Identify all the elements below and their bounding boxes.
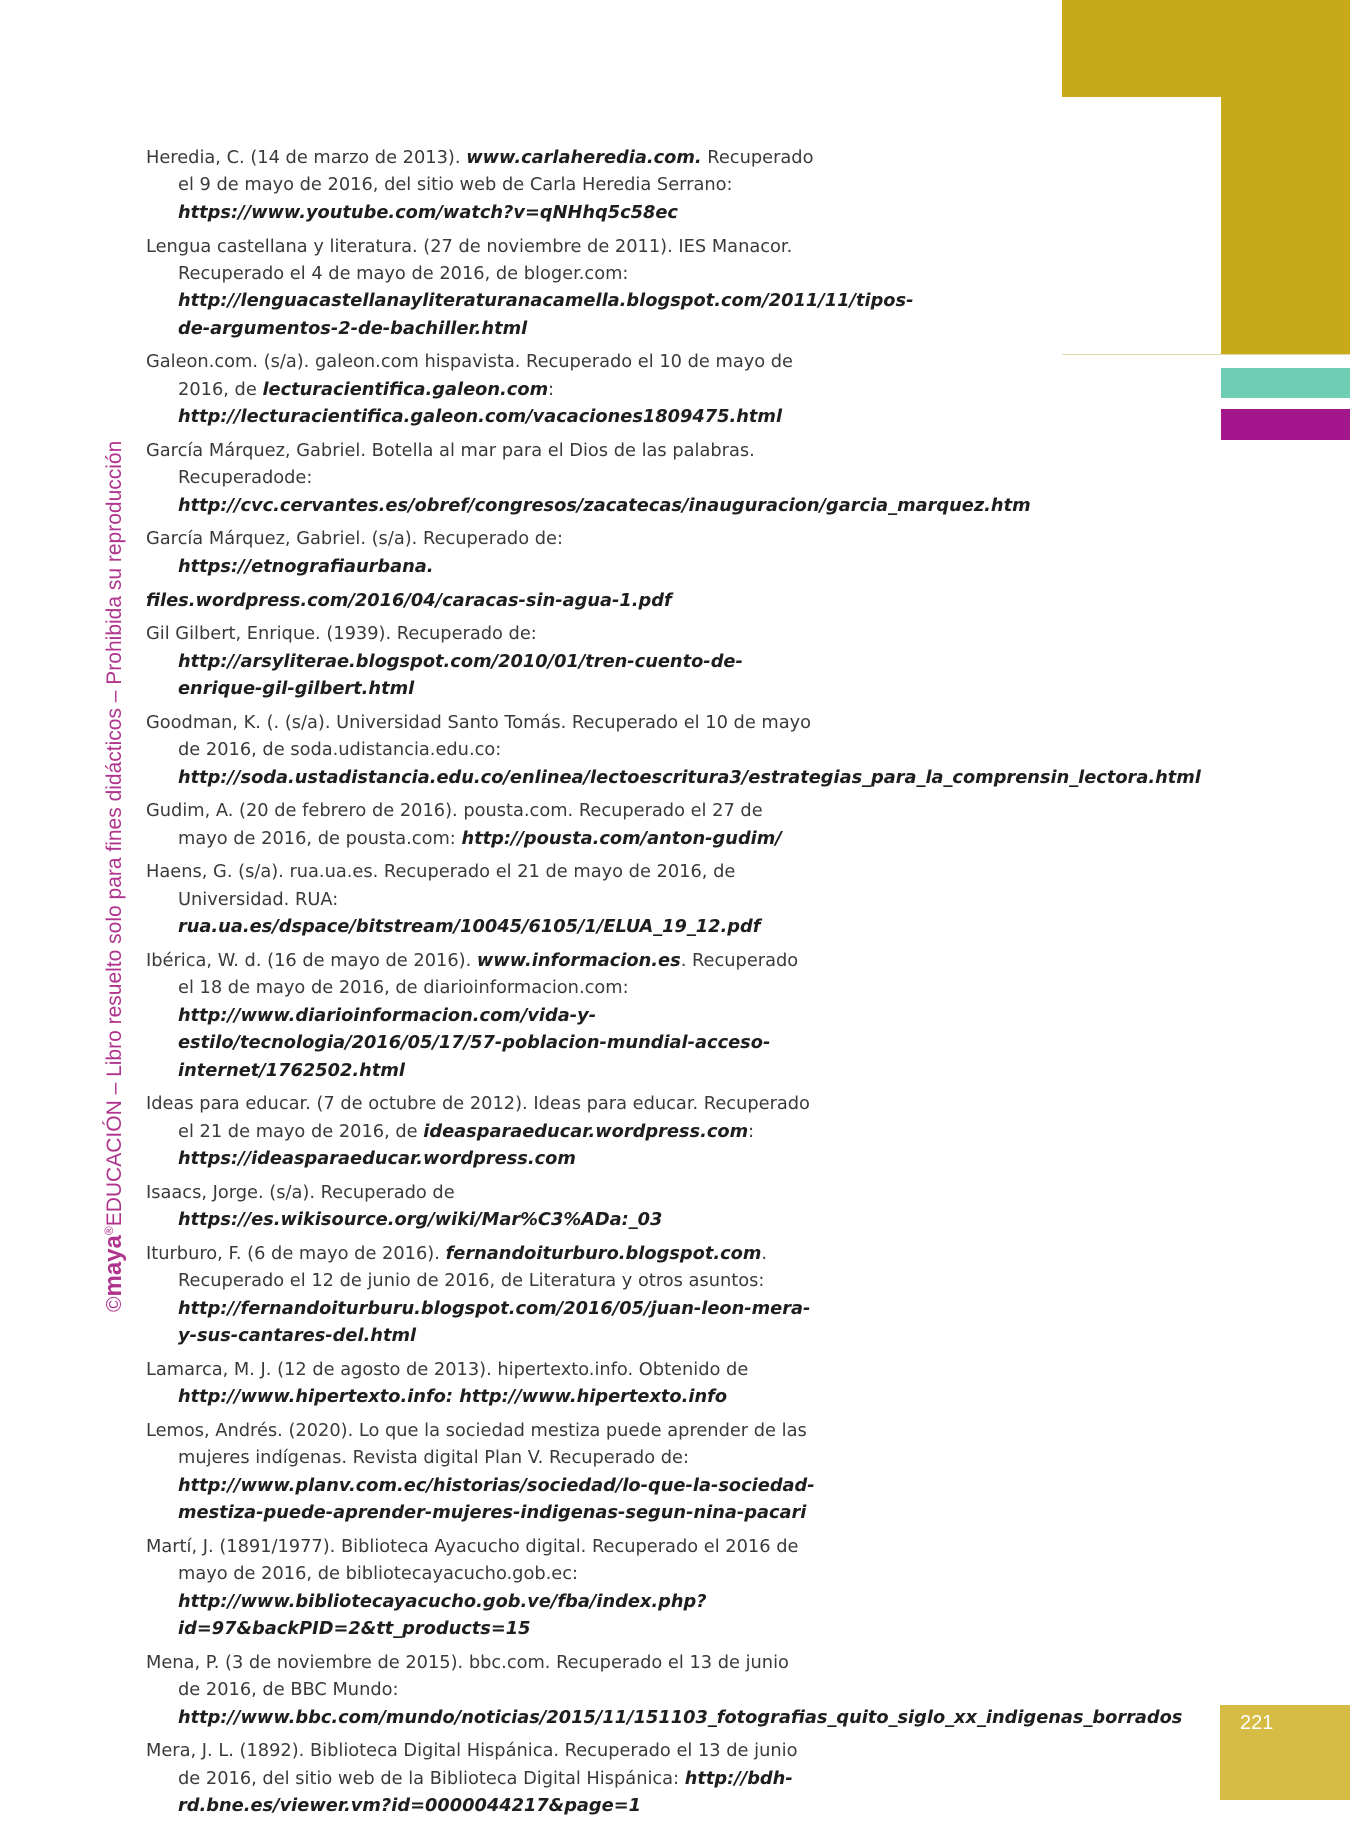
page-number: 221 [1240,1712,1274,1734]
reference-link-text: http://lenguacastellanayliteraturanacamella.blogspot.com/2011/11/tipos-de-argumentos-2-de-bachiller.html [178,290,914,339]
reference-entry [146,1090,816,1172]
reference-text: García Márquez, Gabriel. Botella al mar para el Dios de las palabras. Recuperadode: [146,439,755,489]
reference-link-text: files.wordpress.com/2016/04/caracas-sin-agua-1.pdf [146,589,672,611]
reference-entry [146,525,816,580]
reference-entry [146,144,816,226]
reference-text: Haens, G. (s/a). rua.ua.es. Recuperado el 21 de mayo de 2016, de Universidad. RUA: [146,861,736,910]
reference-text: Lamarca, M. J. (12 de agosto de 2013). hipertexto.info. Obtenido de [146,1358,749,1380]
reference-entry [146,1737,816,1819]
reference-entry [146,947,816,1084]
gold-side-column [1221,97,1350,355]
reference-link-text: http://www.planv.com.ec/historias/sociedad/lo-que-la-sociedad-mestiza-puede-aprender-mujeres-indigenas-segun-nina-pacari [178,1474,815,1524]
reference-text: . Recuperado el 18 de mayo de 2016, de diarioinformacion.com: [178,949,799,999]
divider-line [1062,354,1350,355]
reference-text: Ibérica, W. d. (16 de mayo de 2016). [146,949,477,971]
reference-link-text: www.informacion.es [476,949,681,971]
reference-link-text: lecturacientifica.galeon.com [262,378,549,400]
reference-text: Lengua castellana y literatura. (27 de noviembre de 2011). IES Manacor. Recuperado el 4 de mayo de 2016, de bloger.com: [146,235,793,284]
reference-text: Lemos, Andrés. (2020). Lo que la sociedad mestiza puede aprender de las mujeres indígenas. Revista digital Plan V. Recuperado de: [146,1419,807,1469]
reference-link-text: https://etnografiaurbana. [178,555,434,577]
reference-text: Recuperado el 9 de mayo de 2016, del sitio web de Carla Heredia Serrano: [178,147,814,196]
copyright-notice: EDUCACIÓN – Libro resuelto solo para fines didácticos – Prohibida su reproducción [103,440,126,1227]
gold-header-block [1062,0,1350,97]
reference-text: : [548,378,555,400]
brand-logo-text: maya [100,1235,127,1297]
reference-link-text: http://soda.ustadistancia.edu.co/enlinea/lectoescritura3/estrategias_para_la_comprensin_lectora.html [178,766,1201,788]
reference-entry [146,1356,816,1411]
reference-text: Mena, P. (3 de noviembre de 2015). bbc.com. Recuperado el 13 de junio de 2016, de BBC Mundo: [146,1651,789,1701]
reference-text: Galeon.com. (s/a). galeon.com hispavista. Recuperado el 10 de mayo de 2016, de [146,351,793,400]
copyright-side-text [100,441,128,1312]
reference-entry [146,587,816,614]
reference-entry [146,620,816,702]
reference-link-text: https://es.wikisource.org/wiki/Mar%C3%ADa:_03 [178,1209,663,1231]
reference-link-text: https://www.youtube.com/watch?v=qNHhq5c58ec [178,201,678,223]
registered-mark: ® [102,1226,116,1236]
reference-entry [146,233,914,343]
reference-link-text: http://www.hipertexto.info: http://www.hipertexto.info [178,1386,728,1408]
reference-link-text: http://www.bbc.com/mundo/noticias/2015/11/151103_fotografias_quito_siglo_xx_indigenas_borrados [178,1706,1183,1728]
copyright-symbol: © [103,1296,126,1312]
reference-text: . Recuperado el 12 de junio de 2016, de Literatura y otros asuntos: [178,1242,768,1292]
references-list [146,144,1201,1826]
reference-entry [146,797,816,852]
reference-text: Gudim, A. (20 de febrero de 2016). pousta.com. Recuperado el 27 de mayo de 2016, de pousta.com: [146,800,763,849]
magenta-stripe [1221,409,1350,440]
reference-entry [146,1240,816,1350]
reference-entry [146,348,816,430]
reference-link-text: http://fernandoiturburu.blogspot.com/2016/05/juan-leon-mera-y-sus-cantares-del.html [178,1297,811,1347]
reference-link-text: www.carlaheredia.com. [466,147,702,168]
reference-text: Gil Gilbert, Enrique. (1939). Recuperado de: [146,623,537,645]
reference-text: Isaacs, Jorge. (s/a). Recuperado de [146,1181,455,1203]
reference-link-text: http://cvc.cervantes.es/obref/congresos/zacatecas/inauguracion/garcia_marquez.htm [178,494,1031,516]
reference-link-text: fernandoiturburo.blogspot.com [445,1242,762,1264]
reference-link-text: https://ideasparaeducar.wordpress.com [178,1148,576,1170]
reference-link-text: ideasparaeducar.wordpress.com [423,1120,749,1142]
reference-link-text: http://pousta.com/anton-gudim/ [461,827,782,849]
reference-link-text: http://www.bibliotecayacucho.gob.ve/fba/index.php?id=97&backPID=2&tt_products=15 [178,1590,707,1640]
reference-text: : [748,1120,755,1142]
reference-link-text: http://bdh-rd.bne.es/viewer.vm?id=0000044217&page=1 [178,1767,793,1817]
reference-entry [146,1649,1183,1731]
reference-text: Heredia, C. (14 de marzo de 2013). [146,147,467,168]
reference-text: Martí, J. (1891/1977). Biblioteca Ayacucho digital. Recuperado el 2016 de mayo de 2016, de bibliotecayacucho.gob.ec: [146,1535,799,1585]
reference-text: García Márquez, Gabriel. (s/a). Recuperado de: [146,528,563,550]
reference-entry [146,1179,816,1234]
reference-text: Iturburo, F. (6 de mayo de 2016). [146,1242,446,1264]
reference-entry [146,709,1201,791]
reference-entry [146,858,816,940]
reference-link-text: http://www.diarioinformacion.com/vida-y-estilo/tecnologia/2016/05/17/57-poblacion-mundial-acceso-internet/1762502.html [178,1004,771,1081]
reference-link-text: rua.ua.es/dspace/bitstream/10045/6105/1/ELUA_19_12.pdf [178,916,761,938]
reference-entry [146,1417,816,1527]
teal-stripe [1221,368,1350,398]
reference-entry [146,437,1031,519]
reference-entry [146,1533,816,1643]
reference-text: Goodman, K. (. (s/a). Universidad Santo Tomás. Recuperado el 10 de mayo de 2016, de soda.udistancia.edu.co: [146,711,812,761]
reference-text: Mera, J. L. (1892). Biblioteca Digital Hispánica. Recuperado el 13 de junio de 2016, del sitio web de la Biblioteca Digital Hispánica: [146,1740,798,1789]
reference-link-text: http://lecturacientifica.galeon.com/vacaciones1809475.html [178,406,783,428]
reference-link-text: http://arsyliterae.blogspot.com/2010/01/tren-cuento-de-enrique-gil-gilbert.html [178,650,743,700]
reference-text: Ideas para educar. (7 de octubre de 2012). Ideas para educar. Recuperado el 21 de mayo de 2016, de [146,1093,810,1142]
